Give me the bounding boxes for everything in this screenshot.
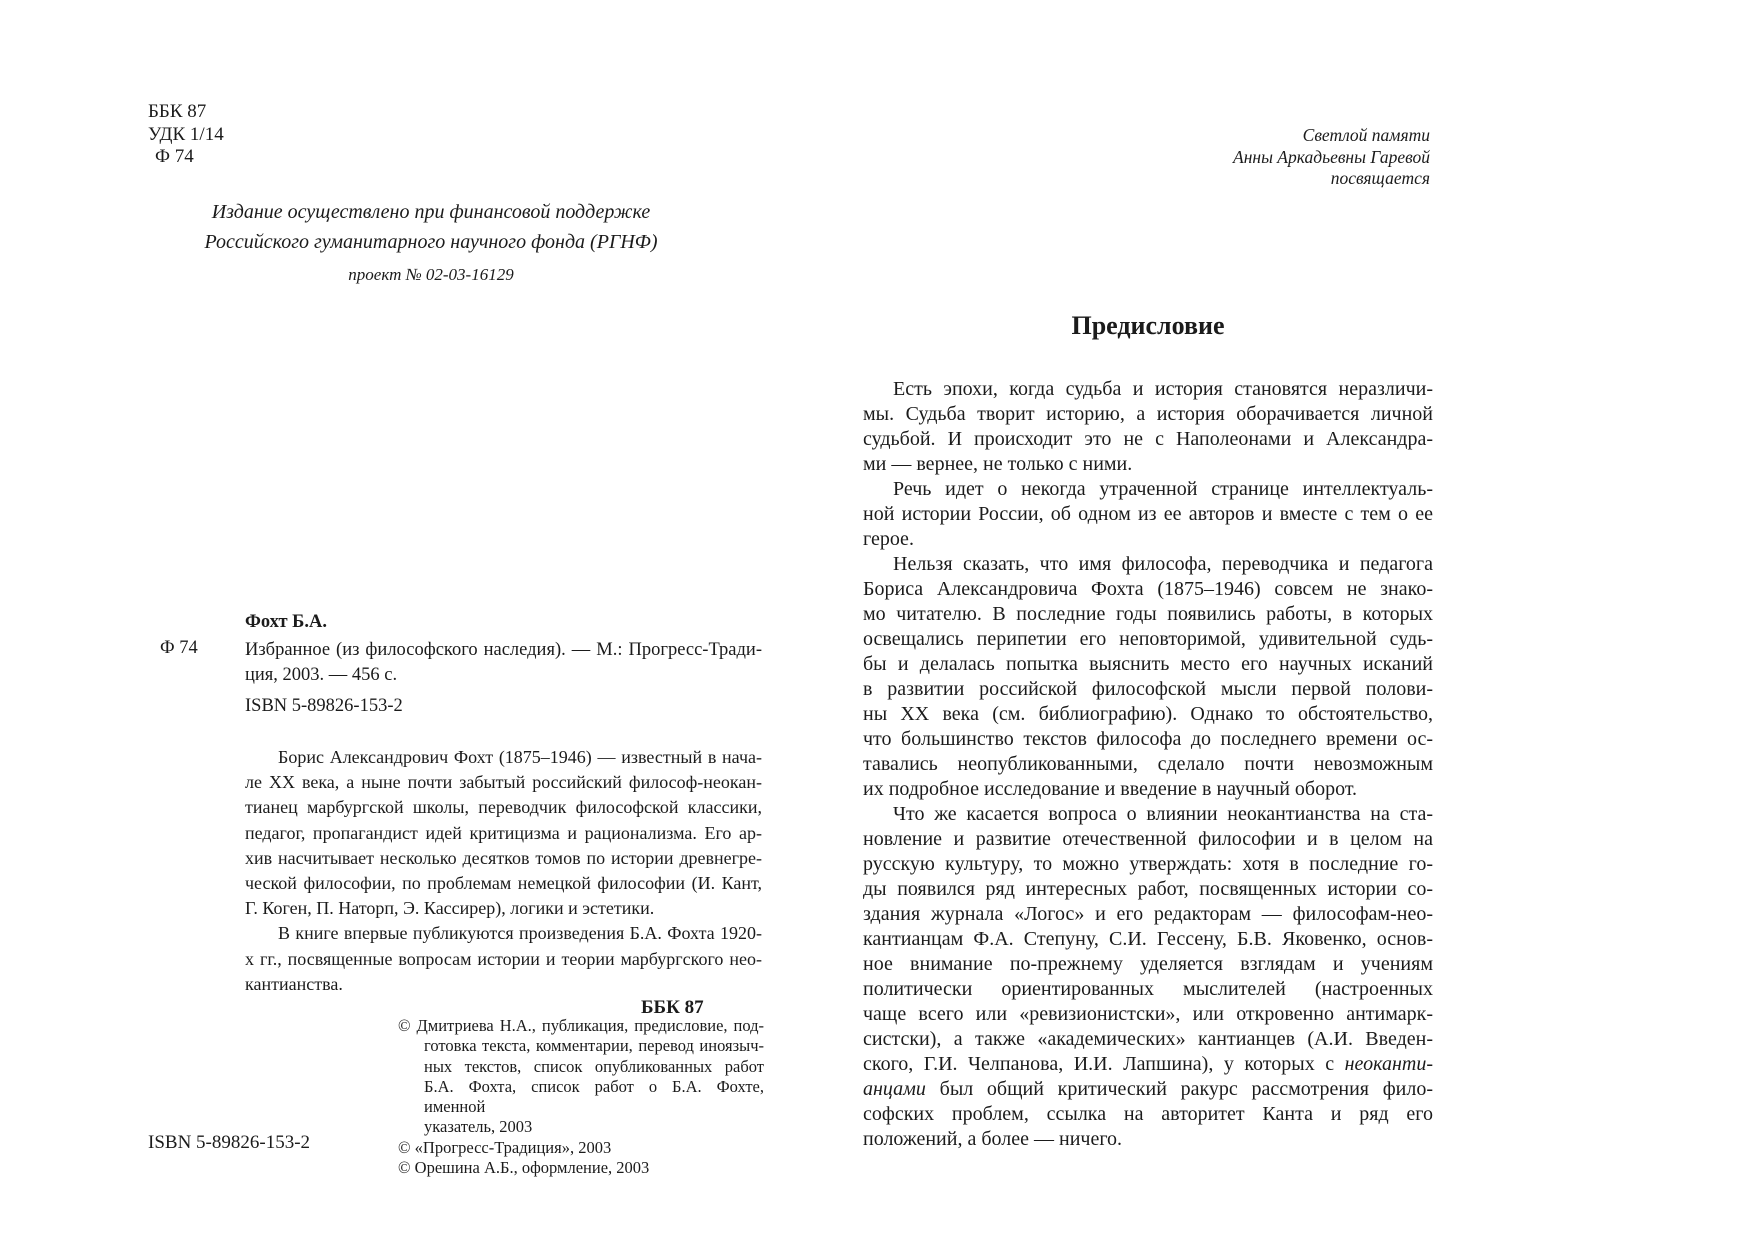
text-line: ле ХХ века, а ныне почти забытый российский философ-неокан-	[245, 772, 762, 793]
text-line: ского, Г.И. Челпанова, И.И. Лапшина), у которых с неоканти-	[863, 1053, 1433, 1075]
text-line: Есть эпохи, когда судьба и история становятся неразличи-	[893, 378, 1433, 400]
bib-codes	[148, 101, 224, 169]
copyright-item	[398, 1138, 764, 1158]
text-line: в развитии российской философской мысли первой полови-	[863, 678, 1433, 700]
paragraph	[863, 377, 1433, 477]
text-line: ное внимание по-прежнему уделяется взглядам и учениям	[863, 953, 1433, 975]
text-line: их подробное исследование и введение в научный оборот.	[863, 778, 1358, 800]
text-line: Что же касается вопроса о влиянии неокантианства на ста-	[893, 803, 1433, 825]
text-line: что большинство текстов философа до последнего времени ос-	[863, 728, 1433, 750]
text-line: х гг., посвященные вопросам истории и теории марбургского нео-	[245, 948, 762, 969]
text-line: ды появился ряд интересных работ, посвященных истории со-	[863, 878, 1433, 900]
funding-note	[148, 198, 714, 290]
text-line: УДК 1/14	[148, 123, 224, 145]
text-line: политически ориентированных мыслителей (настроенных	[863, 978, 1433, 1000]
paragraph	[245, 745, 762, 921]
preface-body	[863, 377, 1433, 1152]
text-line: © Дмитриева Н.А., публикация, предисловие, под-	[398, 1016, 764, 1035]
text-line: тавались неопубликованными, сделало почти невозможным	[863, 753, 1433, 775]
text-line: © Орешина А.Б., оформление, 2003	[398, 1158, 650, 1178]
text-line: Бориса Александровича Фохта (1875–1946) совсем не знако-	[863, 578, 1433, 600]
preface-heading: Предисловие	[1071, 311, 1225, 340]
catalog-index-label: Ф 74	[160, 638, 198, 658]
text-line: новление и развитие отечественной философии и в целом на	[863, 828, 1433, 850]
catalog-entry	[245, 638, 762, 688]
dedication	[1100, 125, 1430, 190]
text-line: Г. Коген, П. Наторп, Э. Кассирер), логики и эстетики.	[245, 898, 655, 919]
text-line: ных текстов, список опубликованных работ	[424, 1056, 764, 1076]
text-line: герое.	[863, 528, 914, 550]
text-line: готовка текста, комментарии, перевод иноязыч-	[424, 1036, 764, 1056]
text-line: Борис Александрович Фохт (1875–1946) — известный в нача-	[278, 747, 762, 767]
copyright-block	[398, 1016, 764, 1178]
text-line: педагог, пропагандист идей критицизма и рационализма. Его ар-	[245, 822, 762, 843]
text-line: софских проблем, ссылка на авторитет Канта и ряд его	[863, 1103, 1433, 1125]
text-line: Российского гуманитарного научного фонда (РГНФ)	[204, 230, 658, 253]
text-line: ция, 2003. — 456 с.	[245, 664, 398, 685]
funding-project-number: проект № 02-03-16129	[348, 265, 514, 284]
text-line: Нельзя сказать, что имя философа, переводчика и педагога	[893, 553, 1433, 575]
text-line: В книге впервые публикуются произведения Б.А. Фохта 1920-	[278, 923, 762, 944]
text-line: Издание осуществлено при финансовой поддержке	[211, 201, 651, 223]
text-line: посвящается	[1330, 168, 1430, 189]
text-line: ми — вернее, не только с ними.	[863, 453, 1133, 475]
text-line: здания журнала «Логос» и его редакторам — философам-нео-	[863, 903, 1433, 925]
catalog-author: Фохт Б.А.	[245, 612, 328, 632]
text-line: Речь идет о некогда утраченной странице интеллектуаль-	[893, 478, 1433, 500]
text-line: ческой философии, по проблемам немецкой философии (И. Кант,	[245, 873, 762, 894]
text-line: мо читателю. В последние годы появились работы, в которых	[863, 603, 1433, 625]
paragraph	[863, 477, 1433, 552]
bbk-footer: ББК 87	[641, 997, 704, 1018]
text-line: освещались перипетии его неповторимой, удивительной судь-	[863, 628, 1433, 650]
text-line: бы и делалась попытка выяснить место его научных исканий	[863, 653, 1433, 675]
text-line: чаще всего или «ревизионистски», или откровенно антимарк-	[863, 1003, 1433, 1025]
isbn-top: ISBN 5-89826-153-2	[245, 696, 403, 716]
text-line: указатель, 2003	[424, 1117, 533, 1137]
text-line: Светлой памяти	[1302, 125, 1430, 145]
paragraph	[245, 921, 762, 997]
text-line: тианец марбургской школы, переводчик философской классики,	[245, 797, 762, 818]
text-line: систски), а также «академических» кантианцев (А.И. Введен-	[863, 1028, 1433, 1050]
text-line: хив насчитывает несколько десятков томов по истории древнегре-	[245, 847, 762, 868]
paragraph	[863, 552, 1433, 802]
text-line: Ф 74	[155, 146, 194, 167]
text-line: Избранное (из философского наследия). — М.: Прогресс-Тради-	[245, 640, 762, 660]
copyright-item	[398, 1158, 764, 1178]
text-line: ББК 87	[148, 101, 207, 122]
text-line: © «Прогресс-Традиция», 2003	[398, 1137, 612, 1157]
isbn-bottom: ISBN 5-89826-153-2	[148, 1132, 311, 1153]
text-line: положений, а более — ничего.	[863, 1128, 1123, 1150]
paragraph	[863, 802, 1433, 1152]
text-line: Анны Аркадьевны Гаревой	[1233, 146, 1430, 167]
text-line: ной истории России, об одном из ее авторов и вместе с тем о ее	[863, 503, 1433, 525]
text-line: мы. Судьба творит историю, а история оборачивается личной	[863, 403, 1433, 425]
text-line: судьбой. И происходит это не с Наполеонами и Александра-	[863, 428, 1433, 450]
funding-note-lines	[148, 198, 714, 257]
text-line: кантианства.	[245, 973, 343, 994]
text-line: кантианцам Ф.А. Степуну, С.И. Гессену, Б.В. Яковенко, основ-	[863, 928, 1433, 950]
annotation	[245, 745, 762, 997]
text-line: ны ХХ века (см. библиографию). Однако то обстоятельство,	[863, 703, 1433, 725]
text-line: Б.А. Фохта, список работ о Б.А. Фохте, именной	[424, 1076, 764, 1117]
text-line: анцами был общий критический ракурс рассмотрения фило-	[863, 1078, 1433, 1100]
text-line: русскую культуру, то можно утверждать: хотя в последние го-	[863, 853, 1433, 875]
copyright-item	[398, 1016, 764, 1138]
